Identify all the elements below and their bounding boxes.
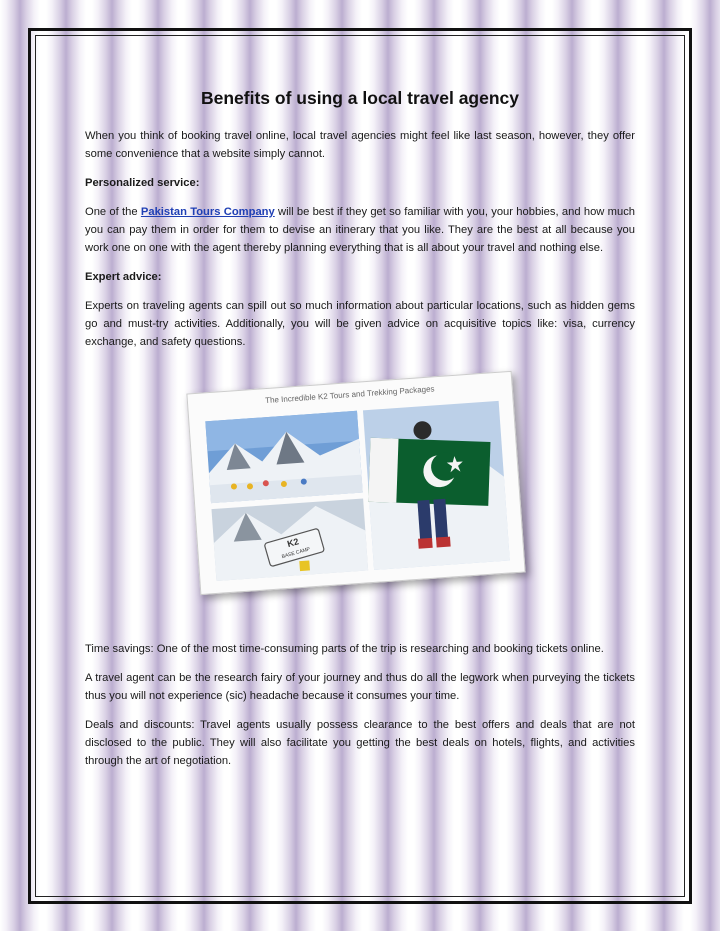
k2-sign-subtext: BASE CAMP	[281, 546, 311, 561]
k2-tours-photo	[186, 371, 525, 595]
k2-sign-text: K2	[286, 536, 300, 550]
base-camp-sign-image	[211, 499, 368, 581]
expert-advice-paragraph: Experts on traveling agents can spill out so much information about particular locations, such as hidden gems go and must-try activities. Additionally, you will be given advice on acquisitive topics like: visa, currency exchange, and safety questions.	[85, 300, 635, 348]
document-title: Benefits of using a local travel agency	[200, 88, 520, 108]
personalized-service-text: will be best if they get so familiar with you, your hobbies, and how much you can pay them in order for them to devise an itinerary that you like. They are the best at all because you work one on one with the agent thereby planning everything that is all about your travel and nothing else.	[85, 206, 636, 254]
document-body	[85, 84, 635, 781]
climber-flag-image	[362, 401, 510, 570]
mountain-camp-image	[205, 411, 362, 503]
k2-photo-collage	[187, 372, 524, 594]
k2-photo-container	[85, 362, 635, 632]
research-fairy-paragraph: A travel agent can be the research fairy of your journey and thus do all the legwork when purveying the tickets thus you will not experience (sic) headache because it consumes your time.	[85, 672, 635, 702]
photo-caption: The Incredible K2 Tours and Trekking Packages	[264, 384, 435, 406]
intro-paragraph: When you think of booking travel online, local travel agencies might feel like last season, however, they offer some convenience that a website simply cannot.	[85, 130, 635, 160]
pakistan-tours-company-link[interactable]: Pakistan Tours Company	[140, 206, 275, 218]
time-savings-paragraph: Time savings: One of the most time-consuming parts of the trip is researching and booking tickets online.	[85, 643, 604, 655]
expert-advice-heading: Expert advice:	[85, 271, 162, 283]
personalized-service-prefix: One of the	[85, 206, 141, 218]
personalized-service-heading: Personalized service:	[85, 177, 200, 189]
deals-discounts-paragraph: Deals and discounts: Travel agents usually possess clearance to the best offers and deals that are not disclosed to the public. They will also facilitate you getting the best deals on hotels, flights, and activities through the art of negotiation.	[85, 719, 635, 767]
personalized-service-paragraph	[85, 203, 635, 257]
